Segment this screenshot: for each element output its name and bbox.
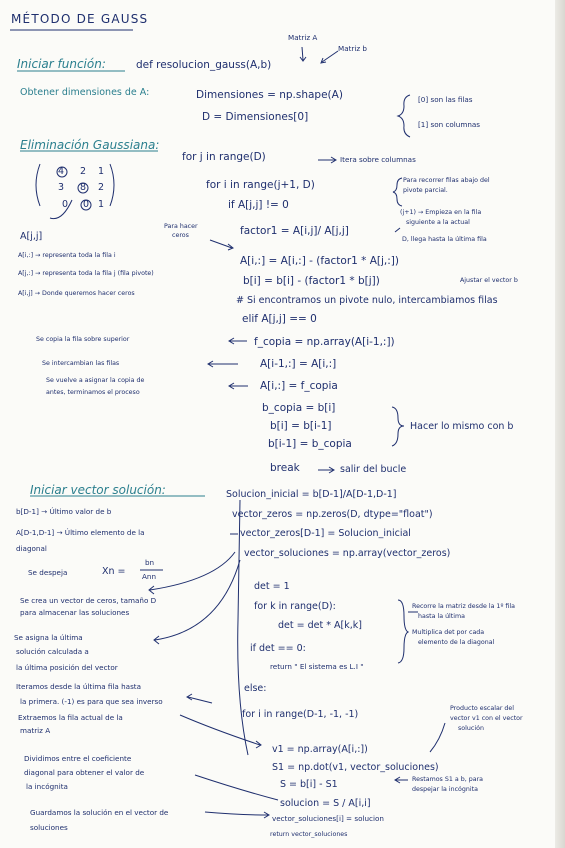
- for-j-line: for j in range(D): [182, 151, 266, 163]
- matrix-cell: 0: [62, 199, 69, 210]
- ajustar-note-1: Ajustar el vector b: [460, 277, 518, 284]
- frac-num: bn: [145, 558, 155, 567]
- bcopy-line-3: b[i-1] = b_copia: [268, 438, 352, 450]
- product-note-3: solución: [458, 725, 484, 732]
- note-iter-2: la primera. (-1) es para que sea inverso: [20, 697, 163, 706]
- range-note-1: (j+1) → Empieza en la fila: [400, 209, 482, 216]
- break-note: salir del bucle: [340, 464, 407, 475]
- update-a-line: A[i,:] = A[i,:] - (factor1 * A[j,:]): [240, 255, 400, 267]
- legend-line-1: A[i,:] → representa toda la fila i: [18, 252, 116, 259]
- matrix-cell: 0: [83, 199, 90, 210]
- for-i-note-2: pivote parcial.: [403, 187, 448, 194]
- note-extract-1: Extraemos la fila actual de la: [18, 713, 123, 722]
- return-vs-line: return vector_soluciones: [270, 831, 348, 838]
- for-back-line: for i in range(D-1, -1, -1): [242, 709, 359, 720]
- comment-line: # Si encontramos un pivote nulo, intercambiamos filas: [236, 295, 498, 306]
- note-divide-3: la incógnita: [26, 782, 68, 791]
- dim-note-rows: [0] son las filas: [418, 95, 473, 104]
- swap-note-2: Se intercambian las filas: [42, 360, 120, 367]
- factor-line: factor1 = A[i,j]/ A[j,j]: [240, 225, 349, 237]
- else-line: else:: [244, 683, 267, 694]
- note-assign-3: la última posición del vector: [16, 663, 118, 672]
- v1-line: v1 = np.array(A[i,:]): [272, 744, 368, 755]
- note-store-2: soluciones: [30, 823, 68, 832]
- matrix-cell: 1: [98, 166, 105, 177]
- elif-line: elif A[j,j] == 0: [242, 313, 317, 325]
- legend-line-2: A[j,:] → representa toda la fila j (fila pivote): [18, 270, 154, 277]
- matrix-cell: 4: [58, 166, 65, 177]
- bcopy-line-2: b[i] = b[i-1]: [270, 420, 332, 432]
- note-despeja: Se despeja: [28, 568, 68, 577]
- update-b-line: b[i] = b[i] - (factor1 * b[j]): [243, 275, 380, 287]
- section-heading-vector-solucion: Iniciar vector solución:: [30, 483, 166, 497]
- copy-line-2: A[i-1,:] = A[i,:]: [260, 358, 337, 370]
- if-det-line: if det == 0:: [250, 643, 306, 654]
- vsoli-line: vector_soluciones[i] = solucion: [272, 814, 384, 823]
- det-init: det = 1: [254, 581, 290, 592]
- det-note-4: elemento de la diagonal: [418, 639, 495, 646]
- note-b-last: b[D-1] → Último valor de b: [16, 507, 112, 516]
- copy-line-3: A[i,:] = f_copia: [260, 380, 338, 392]
- range-note-2: siguiente a la actual: [406, 219, 470, 226]
- det-update: det = det * A[k,k]: [278, 620, 362, 631]
- matrix-cell: 1: [98, 199, 105, 210]
- matrix-cell: 2: [80, 166, 87, 177]
- def-line: def resolucion_gauss(A,b): [136, 59, 272, 71]
- matrix-cell: 2: [98, 182, 105, 193]
- note-a-last-2: diagonal: [16, 544, 47, 553]
- copy-line-1: f_copia = np.array(A[i-1,:]): [254, 336, 395, 348]
- swap-note-3a: Se vuelve a asignar la copia de: [46, 377, 145, 384]
- note-xn: Xn =: [102, 566, 126, 577]
- note-vector-ceros-2: para almacenar las soluciones: [20, 608, 130, 617]
- note-store-1: Guardamos la solución en el vector de: [30, 808, 169, 817]
- product-note-1: Producto escalar del: [450, 705, 515, 712]
- det-note-2: hasta la última: [418, 613, 466, 620]
- matrix-ajj-label: A[j,j]: [20, 231, 43, 242]
- det-for: for k in range(D):: [254, 601, 336, 612]
- dim-note-cols: [1] son columnas: [418, 120, 481, 129]
- matrix-a-label: Matriz A: [288, 33, 318, 42]
- matrix-b-label: Matriz b: [338, 44, 367, 53]
- restamos-note-1: Restamos S1 a b, para: [412, 776, 484, 783]
- note-divide-1: Dividimos entre el coeficiente: [24, 754, 132, 763]
- product-note-2: vector v1 con el vector: [450, 715, 523, 722]
- note-divide-2: diagonal para obtener el valor de: [24, 768, 145, 777]
- s-line: S = b[i] - S1: [280, 779, 338, 790]
- note-assign-2: solución calculada a: [16, 647, 89, 656]
- legend-line-3: A[i,j] → Donde queremos hacer ceros: [18, 290, 135, 297]
- note-assign-1: Se asigna la última: [14, 633, 83, 642]
- for-i-line: for i in range(j+1, D): [206, 179, 315, 191]
- para-hacer-1: Para hacer: [164, 223, 198, 230]
- note-iter-1: Iteramos desde la última fila hasta: [16, 682, 142, 691]
- note-extract-2: matriz A: [20, 726, 51, 735]
- page-title: MÉTODO DE GAUSS: [11, 12, 149, 26]
- if-line: if A[j,j] != 0: [228, 199, 289, 211]
- sol-line: solucion = S / A[i,i]: [280, 798, 371, 809]
- vzeros-line: vector_zeros = np.zeros(D, dtype="float"): [232, 509, 433, 520]
- frac-den: Ann: [142, 572, 157, 581]
- note-a-last-1: A[D-1,D-1] → Último elemento de la: [16, 528, 145, 537]
- dimensions-label: Obtener dimensiones de A:: [20, 87, 150, 98]
- for-j-note: Itera sobre columnas: [340, 155, 416, 164]
- swap-note-1: Se copia la fila sobre superior: [36, 336, 130, 343]
- bcopy-note: Hacer lo mismo con b: [410, 421, 514, 432]
- vzeros-line-2: vector_zeros[D-1] = Solucion_inicial: [240, 528, 411, 539]
- det-note-3: Multiplica det por cada: [412, 629, 485, 636]
- bcopy-line-1: b_copia = b[i]: [262, 402, 336, 414]
- return-li-line: return " El sistema es L.I ": [270, 662, 364, 671]
- det-note-1: Recorre la matriz desde la 1º fila: [412, 603, 515, 610]
- section-heading-iniciar-funcion: Iniciar función:: [17, 57, 106, 71]
- break-line: break: [270, 462, 300, 474]
- sol-init-line: Solucion_inicial = b[D-1]/A[D-1,D-1]: [226, 489, 397, 500]
- restamos-note-2: despejar la incógnita: [412, 786, 478, 793]
- note-vector-ceros-1: Se crea un vector de ceros, tamaño D: [20, 596, 157, 605]
- dim-line-2: D = Dimensiones[0]: [202, 111, 309, 123]
- section-heading-eliminacion: Eliminación Gaussiana:: [20, 138, 160, 152]
- swap-note-3b: antes, terminamos el proceso: [46, 389, 140, 396]
- matrix-cell: 3: [58, 182, 65, 193]
- range-note-3: D, llega hasta la última fila: [402, 236, 487, 243]
- matrix-cell: 8: [80, 182, 87, 193]
- dim-line-1: Dimensiones = np.shape(A): [196, 89, 343, 101]
- for-i-note-1: Para recorrer filas abajo del: [403, 177, 490, 184]
- s1-line: S1 = np.dot(v1, vector_soluciones): [272, 762, 439, 773]
- para-hacer-2: ceros: [172, 232, 189, 239]
- vsol-line: vector_soluciones = np.array(vector_zeros): [244, 548, 451, 559]
